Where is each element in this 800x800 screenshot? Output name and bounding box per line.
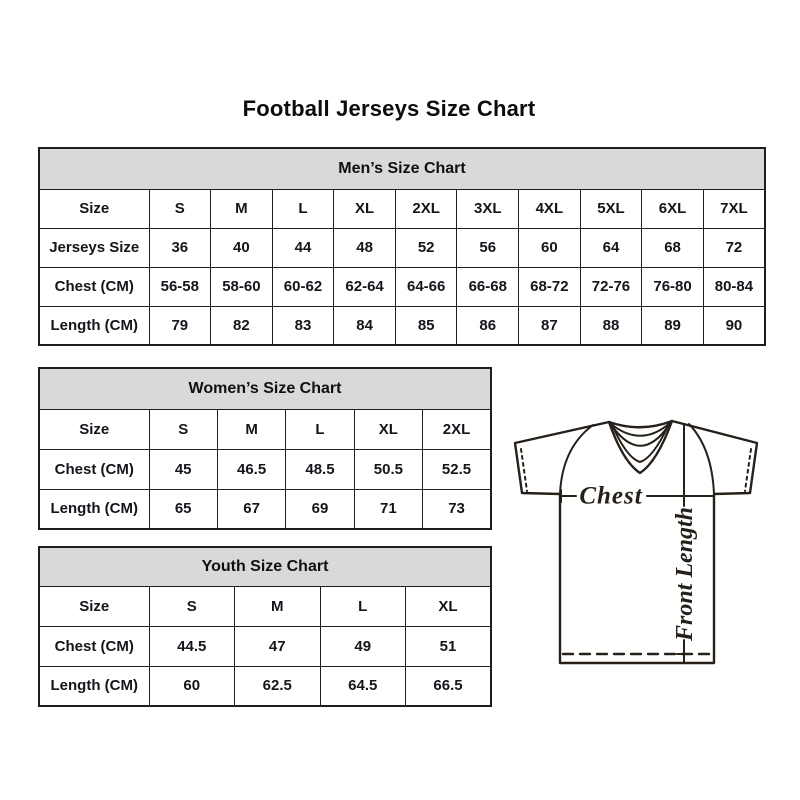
cell-value: M (217, 409, 285, 449)
cell-value: 45 (149, 449, 217, 489)
cell-value: S (149, 409, 217, 449)
jersey-outline (515, 421, 757, 663)
row-label: Length (CM) (39, 306, 149, 345)
table-row (39, 409, 491, 449)
cell-value: 60-62 (272, 267, 334, 306)
cell-value: 62-64 (334, 267, 396, 306)
cell-value: 80-84 (703, 267, 765, 306)
cell-value: 3XL (457, 189, 519, 228)
table-row (39, 306, 765, 345)
cell-value: 56-58 (149, 267, 211, 306)
row-label: Chest (CM) (39, 449, 149, 489)
cell-value: M (235, 586, 321, 626)
cell-value: 6XL (642, 189, 704, 228)
cell-value: 62.5 (235, 666, 321, 706)
cell-value: 49 (320, 626, 406, 666)
cell-value: 72 (703, 228, 765, 267)
cell-value: 64.5 (320, 666, 406, 706)
row-label: Size (39, 409, 149, 449)
cell-value: 48.5 (286, 449, 354, 489)
cell-value: 7XL (703, 189, 765, 228)
cell-value: 83 (272, 306, 334, 345)
table-row (39, 586, 491, 626)
cell-value: 73 (423, 489, 491, 529)
chest-label: Chest (579, 482, 643, 510)
cell-value: 47 (235, 626, 321, 666)
page-title: Football Jerseys Size Chart (242, 96, 536, 121)
table-row (39, 449, 491, 489)
row-label: Chest (CM) (39, 267, 149, 306)
table-row (39, 666, 491, 706)
cell-value: 5XL (580, 189, 642, 228)
womens-size-table (38, 367, 492, 530)
row-label: Size (39, 189, 149, 228)
cell-value: 79 (149, 306, 211, 345)
cell-value: S (149, 189, 211, 228)
cell-value: XL (406, 586, 492, 626)
table-row (39, 228, 765, 267)
cell-value: 64 (580, 228, 642, 267)
cell-value: L (320, 586, 406, 626)
cell-value: 44 (272, 228, 334, 267)
row-label: Length (CM) (39, 666, 149, 706)
cell-value: 46.5 (217, 449, 285, 489)
cell-value: 71 (354, 489, 422, 529)
cell-value: 60 (149, 666, 235, 706)
cell-value: 85 (395, 306, 457, 345)
cell-value: 66-68 (457, 267, 519, 306)
cell-value: 50.5 (354, 449, 422, 489)
cell-value: 52.5 (423, 449, 491, 489)
womens-table-title: Women’s Size Chart (39, 368, 491, 409)
cell-value: 68-72 (519, 267, 581, 306)
cell-value: L (286, 409, 354, 449)
cell-value: 67 (217, 489, 285, 529)
cell-value: L (272, 189, 334, 228)
cell-value: 68 (642, 228, 704, 267)
cell-value: 90 (703, 306, 765, 345)
row-label: Chest (CM) (39, 626, 149, 666)
cell-value: 88 (580, 306, 642, 345)
cell-value: 76-80 (642, 267, 704, 306)
cell-value: S (149, 586, 235, 626)
mens-table-title: Men’s Size Chart (39, 148, 765, 189)
right-armhole-seam (689, 424, 714, 494)
cell-value: 4XL (519, 189, 581, 228)
cell-value: 72-76 (580, 267, 642, 306)
row-label: Length (CM) (39, 489, 149, 529)
table-row (39, 189, 765, 228)
cell-value: 52 (395, 228, 457, 267)
cell-value: 2XL (423, 409, 491, 449)
cell-value: 36 (149, 228, 211, 267)
cell-value: 89 (642, 306, 704, 345)
cell-value: 66.5 (406, 666, 492, 706)
cell-value: 69 (286, 489, 354, 529)
cell-value: 58-60 (211, 267, 273, 306)
cell-value: 48 (334, 228, 396, 267)
cell-value: XL (334, 189, 396, 228)
row-label: Jerseys Size (39, 228, 149, 267)
jersey-measurement-diagram (505, 414, 767, 666)
cell-value: M (211, 189, 273, 228)
cell-value: 86 (457, 306, 519, 345)
cell-value: 64-66 (395, 267, 457, 306)
cell-value: XL (354, 409, 422, 449)
mens-size-table (38, 147, 766, 346)
youth-size-table (38, 546, 492, 707)
front-length-label: Front Length (672, 506, 698, 642)
cell-value: 2XL (395, 189, 457, 228)
cell-value: 87 (519, 306, 581, 345)
table-row (39, 489, 491, 529)
cell-value: 56 (457, 228, 519, 267)
row-label: Size (39, 586, 149, 626)
cell-value: 40 (211, 228, 273, 267)
cell-value: 84 (334, 306, 396, 345)
cell-value: 51 (406, 626, 492, 666)
table-row (39, 267, 765, 306)
cell-value: 82 (211, 306, 273, 345)
cell-value: 60 (519, 228, 581, 267)
table-row (39, 626, 491, 666)
cell-value: 65 (149, 489, 217, 529)
cell-value: 44.5 (149, 626, 235, 666)
youth-table-title: Youth Size Chart (39, 547, 491, 586)
